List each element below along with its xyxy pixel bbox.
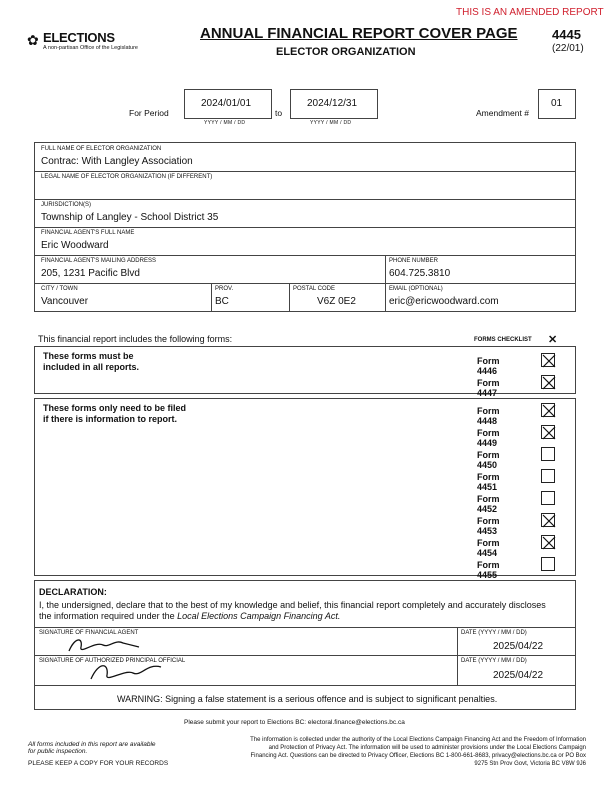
date1-field[interactable]: 2025/04/22: [493, 641, 544, 652]
jurisdiction-field[interactable]: Township of Langley - School District 35: [41, 212, 219, 223]
form-row-number: Form 4452: [477, 494, 500, 514]
form-checkbox[interactable]: [541, 403, 555, 417]
postal-label: POSTAL CODE: [293, 286, 336, 292]
logo-subtitle: A non-partisan Office of the Legislature: [43, 45, 138, 51]
organization-info-section: [34, 142, 576, 312]
signature-official-label: SIGNATURE OF AUTHORIZED PRINCIPAL OFFICIAL: [39, 658, 186, 664]
email-field[interactable]: eric@ericwoodward.com: [389, 296, 499, 307]
date1-label: DATE (YYYY / MM / DD): [461, 630, 527, 636]
mailing-address-label: FINANCIAL AGENT'S MAILING ADDRESS: [41, 258, 156, 264]
form-row-number: Form 4450: [477, 450, 500, 470]
declaration-text-body: I, the undersigned, declare that to the best of my knowledge and belief, this financial report completely and accurately discloses the information required under the: [39, 600, 546, 621]
period-to-format: YYYY / MM / DD: [310, 120, 352, 126]
form-number: 4445: [552, 27, 581, 42]
mailing-address-field[interactable]: 205, 1231 Pacific Blvd: [41, 268, 140, 279]
declaration-act-name: Local Elections Campaign Financing Act.: [177, 611, 341, 621]
jurisdiction-label: JURISDICTION(S): [41, 202, 91, 208]
period-from-format: YYYY / MM / DD: [204, 120, 246, 126]
submit-instructions: Please submit your report to Elections BC: electoral.finance@elections.bc.ca: [184, 719, 405, 726]
signature-agent[interactable]: [65, 633, 155, 655]
required-forms-heading: These forms must be included in all reports.: [43, 351, 140, 372]
signature-agent-label: SIGNATURE OF FINANCIAL AGENT: [39, 630, 139, 636]
period-to-field[interactable]: [290, 89, 378, 119]
agent-name-label: FINANCIAL AGENT'S FULL NAME: [41, 230, 135, 236]
form-revision: (22/01): [552, 43, 584, 54]
phone-field[interactable]: 604.725.3810: [389, 268, 451, 279]
forms-intro: This financial report includes the following forms:: [38, 334, 233, 344]
form-row-number: Form 4447: [477, 378, 500, 398]
declaration-text: [39, 600, 559, 622]
footer-privacy-note: The information is collected under the authority of the Local Elections Campaign Financing Act and the Freedom of Information and Protection of Privacy Act. The information will be used to administer provisions under the Local Elections Campaign Financing Act. Questions can be directed to Privacy Officer, Elections BC 1-800-661-8683, privacy@elections.bc.ca or PO Box 9275 Stn Prov Govt, Victoria BC V8W 9J6: [250, 737, 586, 767]
period-to-label: to: [275, 108, 283, 118]
form-checkbox[interactable]: [541, 491, 555, 505]
page-subtitle: ELECTOR ORGANIZATION: [276, 46, 416, 58]
form-row-number: Form 4451: [477, 472, 500, 492]
warning-text: WARNING: Signing a false statement is a serious offence and is subject to significant penalties.: [117, 694, 498, 704]
form-row-number: Form 4446: [477, 356, 500, 376]
form-checkbox[interactable]: [541, 557, 555, 571]
agent-name-field[interactable]: Eric Woodward: [41, 240, 109, 251]
amended-report-notice: THIS IS AN AMENDED REPORT: [456, 7, 604, 18]
signature-official[interactable]: [85, 659, 165, 683]
form-row-number: Form 4455: [477, 560, 500, 580]
city-field[interactable]: Vancouver: [41, 296, 89, 307]
amendment-value: 01: [551, 98, 563, 109]
logo-name: ELECTIONS: [43, 30, 115, 45]
email-label: EMAIL (OPTIONAL): [389, 286, 443, 292]
bc-dogwood-logo-icon: ✿: [27, 32, 39, 48]
postal-field[interactable]: V6Z 0E2: [317, 296, 356, 307]
amendment-label: Amendment #: [476, 108, 529, 118]
period-from-field[interactable]: [184, 89, 272, 119]
org-name-field[interactable]: Contrac: With Langley Association: [41, 156, 193, 167]
optional-forms-heading: These forms only need to be filed if there is information to report.: [43, 403, 187, 424]
footer-public-note: All forms included in this report are available for public inspection.: [28, 741, 156, 755]
forms-checklist-label: FORMS CHECKLIST: [474, 337, 532, 343]
period-label: For Period: [129, 108, 169, 118]
form-checkbox[interactable]: [541, 535, 555, 549]
form-checkbox[interactable]: [541, 425, 555, 439]
form-checkbox[interactable]: [541, 353, 555, 367]
city-label: CITY / TOWN: [41, 286, 78, 292]
form-checkbox[interactable]: [541, 447, 555, 461]
declaration-section: [34, 580, 576, 710]
footer-keep-copy: PLEASE KEEP A COPY FOR YOUR RECORDS: [28, 760, 169, 767]
form-row-number: Form 4453: [477, 516, 500, 536]
legal-name-label: LEGAL NAME OF ELECTOR ORGANIZATION (IF DIFFERENT): [41, 174, 213, 180]
checklist-x-icon: ✕: [548, 334, 558, 346]
period-from-value: 2024/01/01: [201, 98, 252, 109]
page-title: ANNUAL FINANCIAL REPORT COVER PAGE: [200, 25, 518, 42]
period-to-value: 2024/12/31: [307, 98, 358, 109]
form-checkbox[interactable]: [541, 469, 555, 483]
form-checkbox[interactable]: [541, 513, 555, 527]
prov-field[interactable]: BC: [215, 296, 229, 307]
date2-field[interactable]: 2025/04/22: [493, 670, 544, 681]
date2-label: DATE (YYYY / MM / DD): [461, 658, 527, 664]
org-name-label: FULL NAME OF ELECTOR ORGANIZATION: [41, 146, 162, 152]
form-row-number: Form 4454: [477, 538, 500, 558]
declaration-heading: DECLARATION:: [39, 587, 107, 597]
form-row-number: Form 4448: [477, 406, 500, 426]
prov-label: PROV.: [215, 286, 234, 292]
amendment-field[interactable]: [538, 89, 576, 119]
form-checkbox[interactable]: [541, 375, 555, 389]
phone-label: PHONE NUMBER: [389, 258, 439, 264]
form-row-number: Form 4449: [477, 428, 500, 448]
elections-bc-logo: [27, 30, 162, 54]
